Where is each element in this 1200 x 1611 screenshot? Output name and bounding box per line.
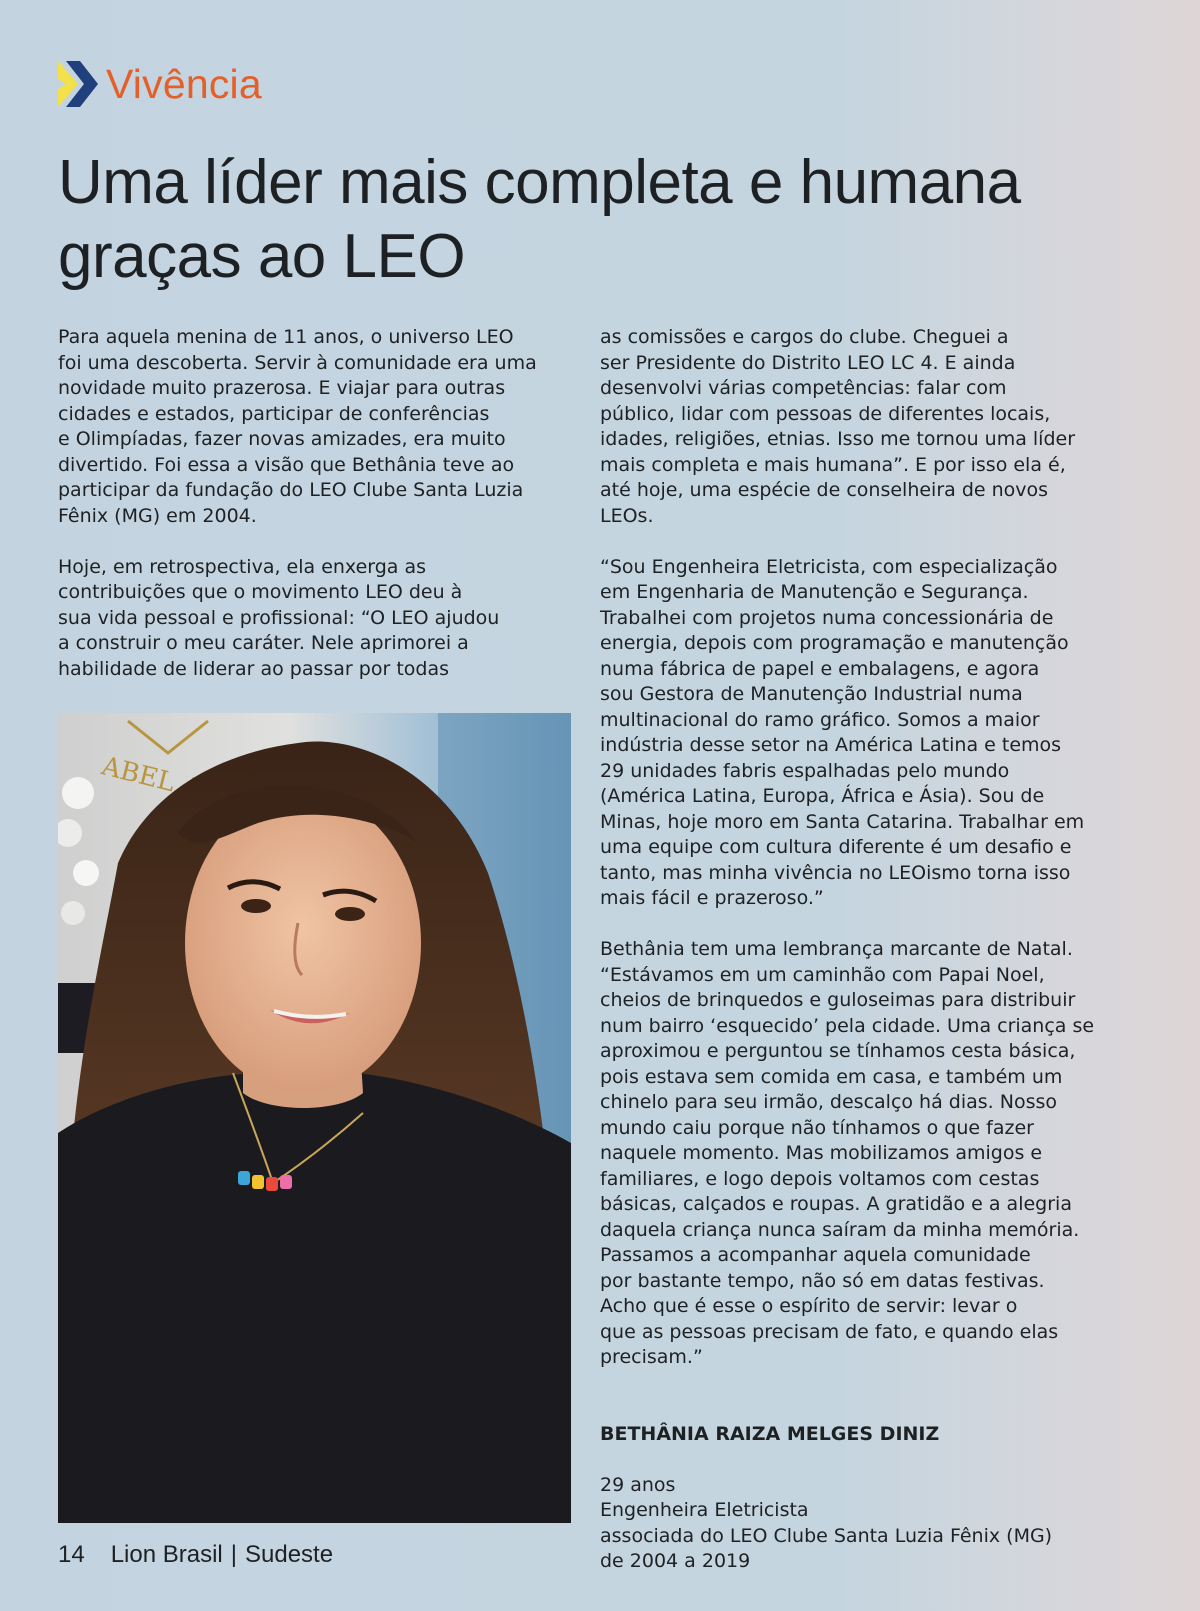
body-paragraph: as comissões e cargos do clube. Cheguei a ser Presidente do Distrito LEO LC 4. E ainda desenvolvi várias competências: falar com público, lidar com pessoas de diferentes locais, idades, religiões, etnias. Isso me tornou uma líder mais completa e mais humana”. E por isso ela é, até hoje, uma espécie de conselheira de novos LEOs. xyxy=(600,326,1076,527)
publication-region: Sudeste xyxy=(245,1541,334,1568)
section-tag xyxy=(58,60,262,108)
section-label: Vivência xyxy=(106,60,262,107)
sweater xyxy=(58,1073,571,1523)
signature-name: BETHÂNIA RAIZA MELGES DINIZ xyxy=(600,1422,940,1445)
left-eye xyxy=(241,899,271,913)
portrait-photo xyxy=(58,713,571,1523)
author-signature xyxy=(600,1396,1160,1575)
article-headline xyxy=(58,146,1158,294)
headline-text: Uma líder mais completa e humana graças ao LEO xyxy=(58,148,1021,291)
publication-name: Lion Brasil xyxy=(110,1541,223,1568)
chevron-arrow-icon xyxy=(58,61,98,107)
signature-details: 29 anos Engenheira Eletricista associada do LEO Clube Santa Luzia Fênix (MG) de 2004 a 2019 xyxy=(600,1473,1053,1572)
right-column xyxy=(600,325,1160,1575)
page-footer xyxy=(58,1541,333,1569)
portrait-illustration xyxy=(58,713,571,1523)
left-column xyxy=(58,325,568,708)
body-paragraph: “Sou Engenheira Eletricista, com especialização em Engenharia de Manutenção e Segurança. Trabalhei com projetos numa concessionária de energia, depois com programação e manutenção numa fábrica de papel e embalagens, e agora sou Gestora de Manutenção Industrial numa multinacional do ramo gráfico. Somos a maior indústria desse setor na América Latina e temos 29 unidades fabris espalhadas pelo mundo (América Latina, Europa, África e Ásia). Sou de Minas, hoje moro em Santa Catarina. Trabalhar em uma equipe com cultura diferente é um desafio e tanto, mas minha vivência no LEOismo torna isso mais fácil e prazeroso.” xyxy=(600,555,1085,909)
right-eye xyxy=(335,907,365,921)
body-paragraph: Para aquela menina de 11 anos, o universo LEO foi uma descoberta. Servir à comunidade era uma novidade muito prazerosa. E viajar para outras cidades e estados, participar de conferências e Olimpíadas, fazer novas amizades, era muito divertido. Foi essa a visão que Bethânia teve ao participar da fundação do LEO Clube Santa Luzia Fênix (MG) em 2004. xyxy=(58,326,537,527)
body-paragraph: Bethânia tem uma lembrança marcante de Natal. “Estávamos em um caminhão com Papai Noel, cheios de brinquedos e guloseimas para distribuir num bairro ‘esquecido’ pela cidade. Uma criança se aproximou e perguntou se tínhamos cesta básica, pois estava sem comida em casa, e também um chinelo para seu irmão, descalço há dias. Nosso mundo caiu porque não tínhamos o que fazer naquele momento. Mas mobilizamos amigos e familiares, e logo depois voltamos com cestas básicas, calçados e roupas. A gratidão e a alegria daquela criança nunca saíram da minha memória. Passamos a acompanhar aquela comunidade por bastante tempo, não só em datas festivas. Acho que é esse o espírito de servir: levar o que as pessoas precisam de fato, e quando elas precisam.” xyxy=(600,938,1095,1368)
body-paragraph: Hoje, em retrospectiva, ela enxerga as contribuições que o movimento LEO deu à sua vida pessoal e profissional: “O LEO ajudou a construir o meu caráter. Nele aprimorei a habilidade de liderar ao passar por todas xyxy=(58,555,500,680)
footer-separator: | xyxy=(230,1541,237,1568)
page-number: 14 xyxy=(58,1541,85,1568)
